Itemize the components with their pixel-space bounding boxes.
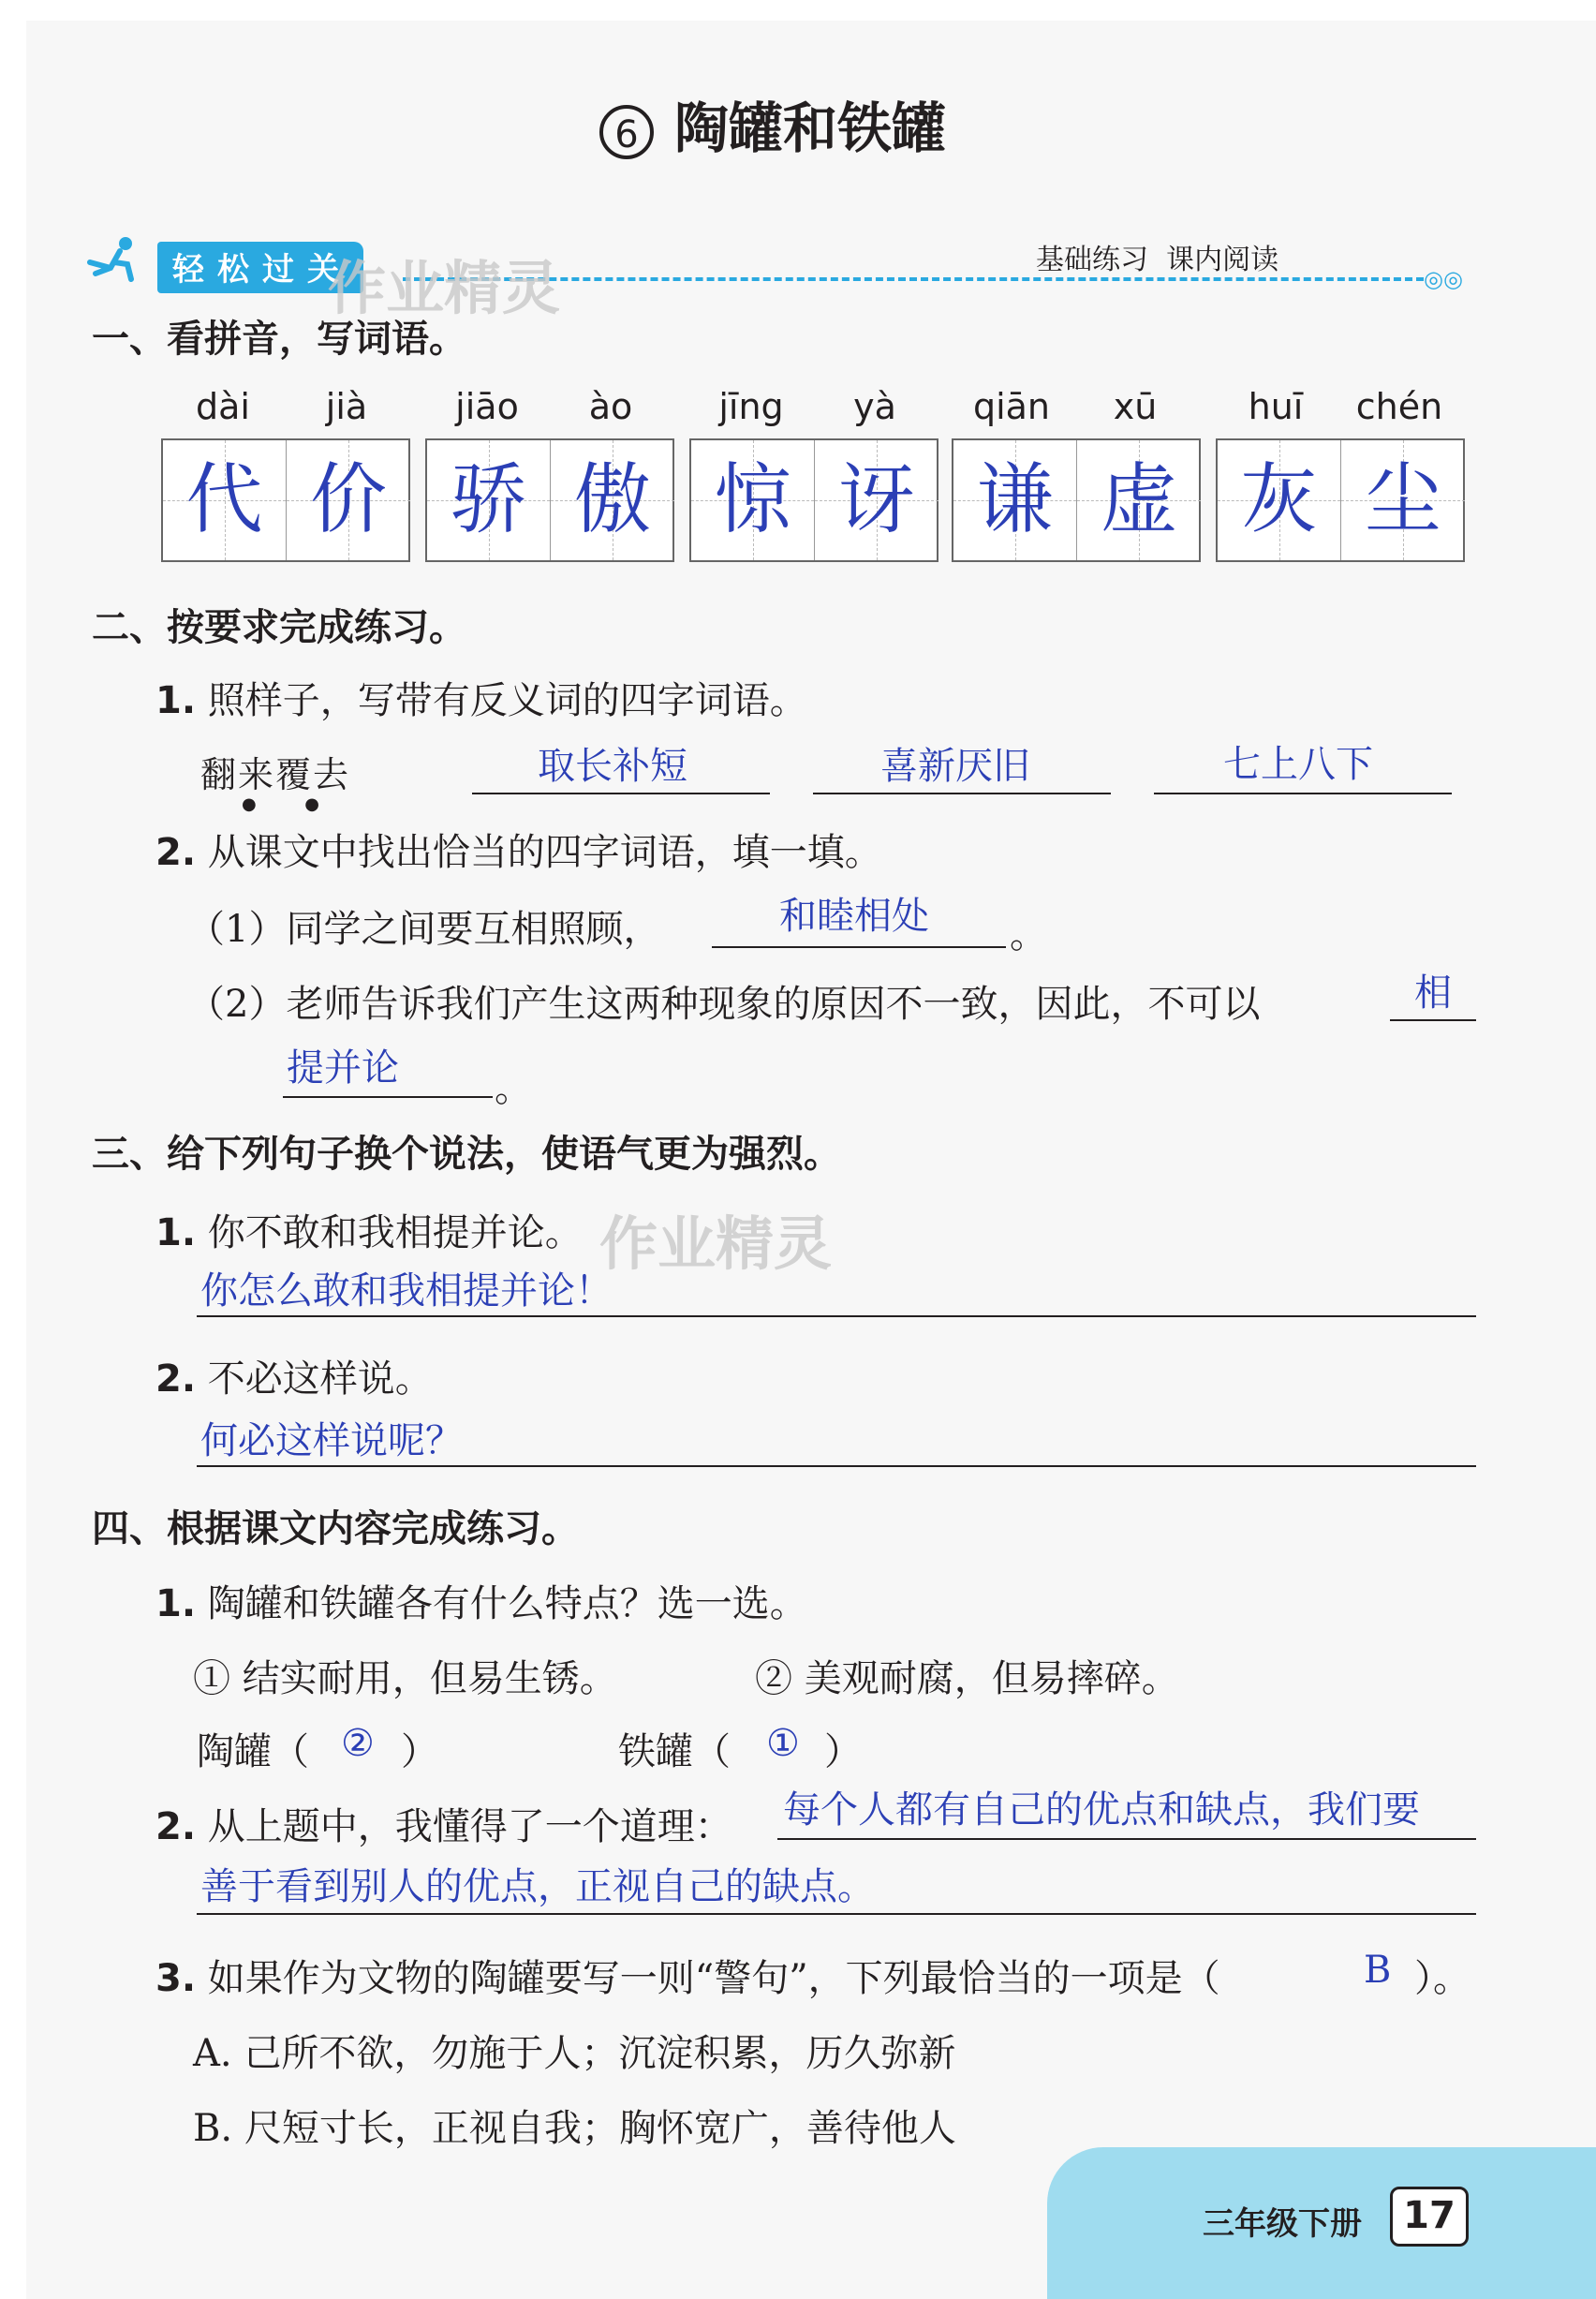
pinyin: ào bbox=[588, 386, 633, 427]
question-4-1 bbox=[155, 1574, 807, 1627]
answer-text: 何必这样说呢？ bbox=[200, 1419, 463, 1462]
question-number: 3. bbox=[155, 1957, 197, 2000]
question-number: 1. bbox=[155, 1582, 197, 1625]
pinyin: jīng bbox=[718, 386, 784, 427]
page-title bbox=[599, 84, 946, 163]
punctuation: 。 bbox=[495, 1067, 532, 1110]
pinyin: jiāo bbox=[455, 386, 519, 427]
answer-char: 傲 bbox=[573, 455, 651, 544]
answer-text: 和睦相处 bbox=[779, 895, 929, 938]
banner-tabs: 基础练习 课内阅读 bbox=[1028, 236, 1286, 277]
answer-char: 虚 bbox=[1100, 455, 1177, 544]
watermark-mid: 作业精灵 bbox=[599, 1209, 833, 1278]
answer-text: 喜新厌旧 bbox=[880, 745, 1030, 788]
pinyin: jià bbox=[325, 386, 368, 427]
answer-text: 你怎么敢和我相提并论！ bbox=[200, 1269, 613, 1313]
taoguan-label: 陶罐（ bbox=[197, 1730, 309, 1773]
bracket-close: ） bbox=[401, 1730, 438, 1773]
option-1: ① 结实耐用，但易生锈。 bbox=[193, 1657, 617, 1700]
answer-text: ① bbox=[766, 1722, 800, 1765]
question-number: 2. bbox=[155, 831, 197, 874]
answer-char: 灰 bbox=[1240, 455, 1318, 544]
swirl-icon: ◎◎ bbox=[1424, 266, 1463, 292]
char-grid bbox=[425, 438, 674, 562]
answer-line[interactable] bbox=[197, 1270, 1476, 1317]
grade-label: 三年级下册 bbox=[1203, 2205, 1362, 2243]
question-number: 1. bbox=[155, 1211, 197, 1254]
answer-char: 价 bbox=[309, 455, 387, 544]
question-3-1 bbox=[155, 1203, 583, 1256]
punctuation: 。 bbox=[1010, 913, 1047, 957]
answer-char: 尘 bbox=[1364, 455, 1441, 544]
pinyin: xū bbox=[1113, 386, 1158, 427]
pinyin: qiān bbox=[972, 386, 1051, 427]
answer-line[interactable] bbox=[197, 1420, 1476, 1467]
lesson-title: 陶罐和铁罐 bbox=[674, 96, 947, 160]
page-number: 17 bbox=[1390, 2187, 1469, 2247]
question-4-2 bbox=[155, 1797, 732, 1850]
question-number: 1. bbox=[155, 679, 197, 722]
lesson-number: 6 bbox=[599, 105, 654, 159]
option-a: A. 己所不欲，勿施于人；沉淀积累，历久弥新 bbox=[193, 2032, 956, 2075]
sub-question-1: （1）同学之间要互相照顾， bbox=[187, 908, 661, 951]
section-banner: 轻松过关 bbox=[157, 242, 363, 293]
option-2: ② 美观耐腐，但易摔碎。 bbox=[755, 1657, 1179, 1700]
watermark-top: 作业精灵 bbox=[328, 254, 561, 322]
section2-heading: 二、按要求完成练习。 bbox=[92, 606, 466, 649]
section1-heading: 一、看拼音，写词语。 bbox=[92, 318, 466, 361]
bracket-close: ） bbox=[824, 1730, 862, 1773]
section3-heading: 三、给下列句子换个说法，使语气更为强烈。 bbox=[92, 1133, 841, 1176]
pinyin: dài bbox=[196, 386, 250, 427]
pinyin: yà bbox=[853, 386, 896, 427]
bracket-close: ）。 bbox=[1414, 1957, 1470, 2000]
example-word: 翻来覆去 bbox=[200, 754, 351, 795]
question-text: 照样子，写带有反义词的四字词语。 bbox=[207, 679, 807, 722]
answer-text: 提并论 bbox=[287, 1046, 399, 1090]
answer-text: 取长补短 bbox=[538, 745, 687, 788]
answer-line[interactable] bbox=[777, 1795, 1476, 1840]
char-grid bbox=[161, 438, 410, 562]
question-text: 从课文中找出恰当的四字词语，填一填。 bbox=[207, 831, 882, 874]
answer-text: 每个人都有自己的优点和缺点，我们要 bbox=[783, 1788, 1420, 1832]
answer-char: 代 bbox=[185, 455, 263, 544]
question-number: 2. bbox=[155, 1805, 197, 1848]
question-text: 你不敢和我相提并论。 bbox=[207, 1211, 583, 1254]
option-b: B. 尺短寸长，正视自我；胸怀宽广，善待他人 bbox=[193, 2107, 956, 2150]
question-2-2 bbox=[155, 823, 882, 876]
question-text: 如果作为文物的陶罐要写一则“警句”，下列最恰当的一项是（ bbox=[207, 1957, 1220, 2000]
question-2-1 bbox=[155, 671, 807, 724]
question-text: 不必这样说。 bbox=[207, 1357, 433, 1401]
question-text: 从上题中，我懂得了一个道理： bbox=[207, 1805, 732, 1848]
answer-text: ② bbox=[341, 1722, 375, 1765]
char-grid bbox=[689, 438, 938, 562]
emphasis-dots: ● ● bbox=[242, 794, 319, 814]
char-grid bbox=[1216, 438, 1465, 562]
pinyin: huī bbox=[1248, 386, 1304, 427]
section4-heading: 四、根据课文内容完成练习。 bbox=[92, 1507, 579, 1550]
answer-char: 讶 bbox=[837, 455, 915, 544]
sub-question-2: （2）老师告诉我们产生这两种现象的原因不一致，因此，不可以 bbox=[187, 983, 1261, 1026]
answer-text: 善于看到别人的优点，正视自己的缺点。 bbox=[200, 1865, 875, 1908]
question-number: 2. bbox=[155, 1357, 197, 1401]
answer-char: 惊 bbox=[714, 455, 791, 544]
answer-text: 相 bbox=[1414, 972, 1452, 1015]
answer-char: 骄 bbox=[450, 455, 527, 544]
question-4-3 bbox=[155, 1949, 1220, 2002]
answer-char: 谦 bbox=[976, 455, 1054, 544]
runner-icon bbox=[86, 236, 142, 289]
tieguan-label: 铁罐（ bbox=[618, 1730, 731, 1773]
question-text: 陶罐和铁罐各有什么特点？选一选。 bbox=[207, 1582, 807, 1625]
question-3-2 bbox=[155, 1349, 433, 1402]
char-grid bbox=[952, 438, 1201, 562]
answer-text: B bbox=[1364, 1949, 1392, 1992]
answer-line[interactable] bbox=[197, 1870, 1476, 1915]
answer-text: 七上八下 bbox=[1223, 743, 1373, 786]
pinyin: chén bbox=[1355, 386, 1443, 427]
